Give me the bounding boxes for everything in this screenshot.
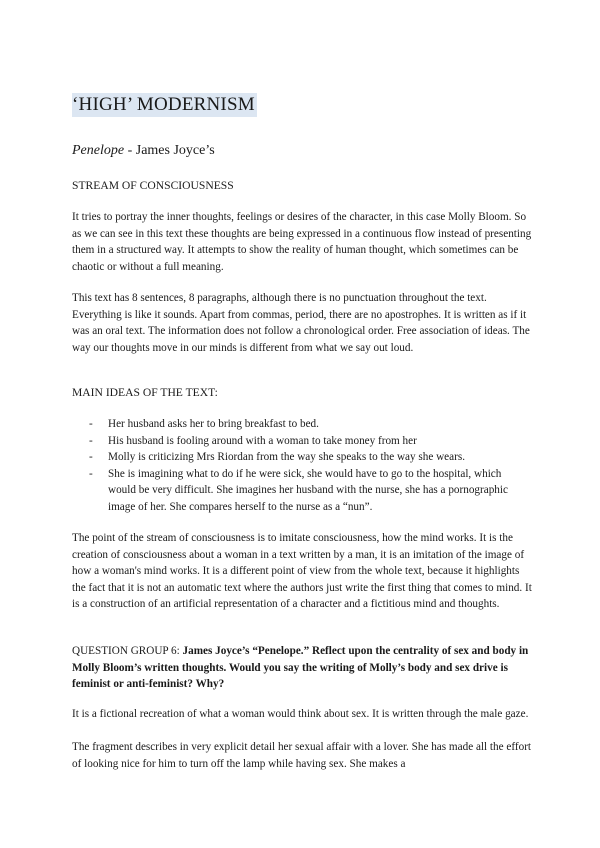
main-ideas-list — [72, 416, 532, 516]
list-item: - She is imagining what to do if he were sick, she would have to go to the hospital, which would be very difficult. She imagines her husband with the nurse, she has a pornographic image of her. She compares herself to the nurse as a “nun”. — [72, 466, 532, 516]
list-item: - Molly is criticizing Mrs Riordan from the way she speaks to the way she wears. — [72, 449, 532, 466]
list-item: - His husband is fooling around with a woman to take money from her — [72, 433, 532, 450]
paragraph-point: The point of the stream of consciousness is to imitate consciousness, how the mind works. It is the creation of consciousness about a woman in a text written by a man, it is an imitation of the image of how a woman's mind works. It is a different point of view from the whole text, because it highlights the fact that it is not an automatic text where the authors just write the first thing that comes to mind. It is a construction of an artificial representation of a character and a fictitious mind and thoughts. — [72, 532, 532, 611]
work-title: Penelope — [72, 143, 125, 158]
list-item: - Her husband asks her to bring breakfast to bed. — [72, 416, 532, 433]
main-ideas-heading: MAIN IDEAS OF THE TEXT: — [72, 386, 218, 399]
answer-paragraph: It is a fictional recreation of what a woman would think about sex. It is written through the male gaze. — [72, 708, 529, 720]
paragraph-intro: It tries to portray the inner thoughts, feelings or desires of the character, in this case Molly Bloom. So as we can see in this text these thoughts are being expressed in a continuous flow instead of presenting them in a structured way. It attempts to show the reality of human thought, which sometimes can be chaotic or without a full meaning. — [72, 211, 532, 273]
document-title: ‘HIGH’ MODERNISM — [72, 94, 255, 115]
document-subtitle — [72, 142, 215, 160]
question-text: James Joyce’s “Penelope.” Reflect upon the centrality of sex and body in Molly Bloom’s written thoughts. Would you say the writing of Molly’s body and sex drive is feminist or anti-feminist? Why? — [72, 645, 529, 691]
question-label: QUESTION GROUP 6: — [72, 645, 183, 657]
question-block — [72, 643, 532, 693]
section-heading: STREAM OF CONSCIOUSNESS — [72, 179, 234, 192]
answer-paragraph: The fragment describes in very explicit detail her sexual affair with a lover. She has made all the effort of looking nice for him to turn off the lamp while having sex. She makes a — [72, 741, 532, 770]
author-text: - James Joyce’s — [124, 143, 215, 158]
paragraph-structure: This text has 8 sentences, 8 paragraphs, although there is no punctuation throughout the text. Everything is like it sounds. Apart from commas, period, there are no apostrophes. It is written as if it was an oral text. The information does not follow a chronological order. Free association of ideas. The way our thoughts move in our minds is different from what we say out loud. — [72, 292, 530, 354]
